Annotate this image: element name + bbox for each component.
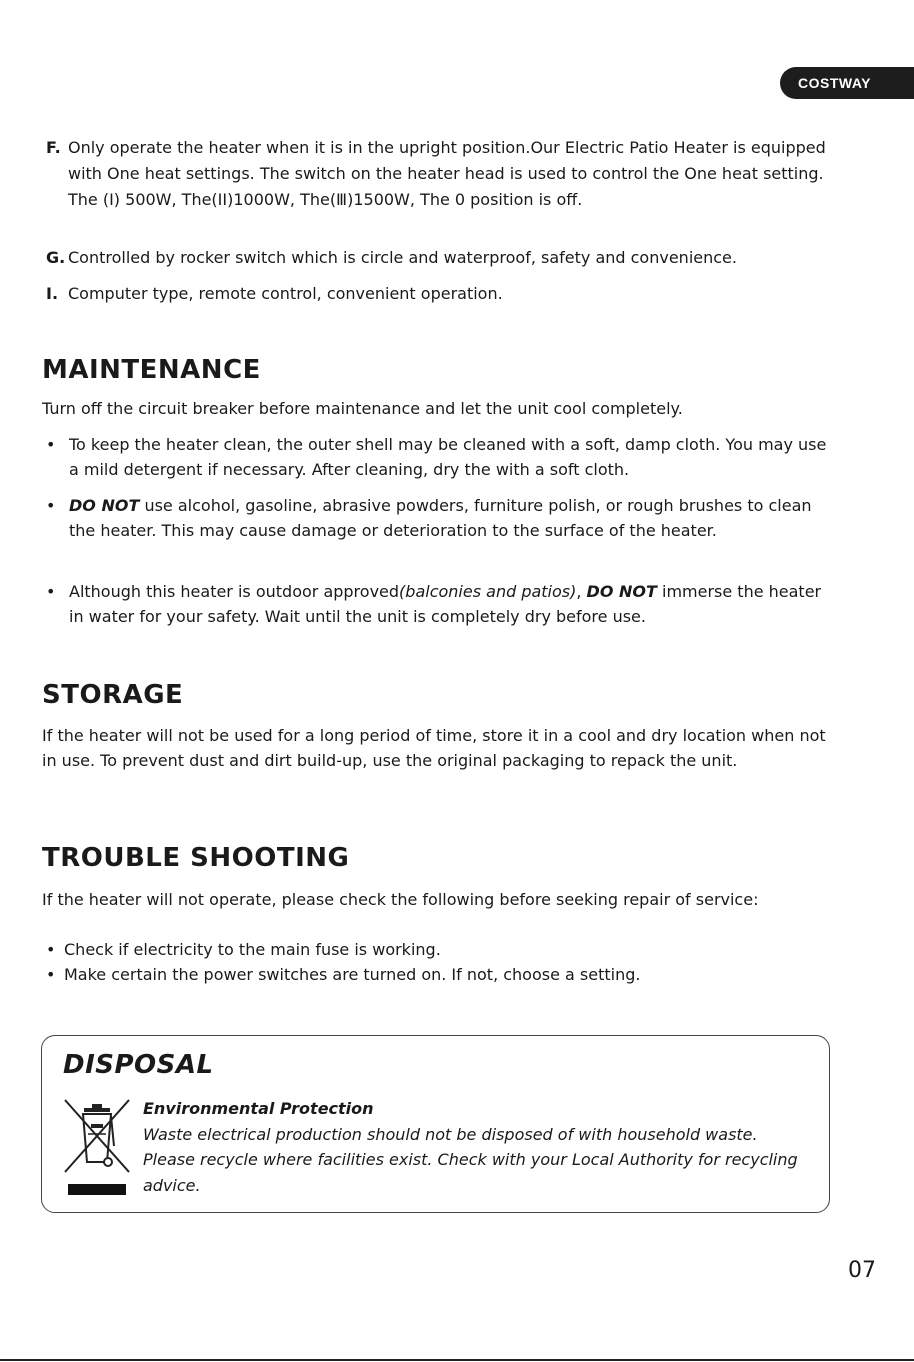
troubleshooting-heading: TROUBLE SHOOTING	[42, 843, 350, 873]
feature-letter: F.	[46, 138, 61, 157]
maintenance-bullet	[42, 579, 832, 629]
bullet-text	[69, 493, 832, 543]
troubleshooting-intro: If the heater will not operate, please check the following before seeking repair of service:	[42, 890, 759, 909]
feature-item-g	[42, 245, 842, 271]
bullet-text-a: Although this heater is outdoor approved	[69, 582, 400, 601]
feature-text: Controlled by rocker switch which is circle and waterproof, safety and convenience.	[68, 248, 737, 267]
brand-badge: COSTWAY	[780, 67, 914, 99]
bullet-dot: •	[46, 965, 56, 984]
bullet-dot: •	[46, 582, 56, 601]
troubleshooting-item	[42, 937, 832, 962]
feature-text: Only operate the heater when it is in the upright position.Our Electric Patio Heater is equipped with One heat settings. The switch on the heater head is used to control the One heat setting. The (I) 500W, The(II)1000W, The(Ⅲ)1500W, The 0 position is off.	[68, 138, 826, 209]
bullet-text	[69, 579, 832, 629]
feature-letter: G.	[46, 248, 66, 267]
bullet-dot: •	[46, 496, 56, 515]
disposal-box	[41, 1035, 830, 1213]
bullet-text: Check if electricity to the main fuse is working.	[64, 940, 441, 959]
bullet-text: Make certain the power switches are turned on. If not, choose a setting.	[64, 965, 641, 984]
disposal-text-block	[143, 1096, 803, 1198]
maintenance-intro: Turn off the circuit breaker before maintenance and let the unit cool completely.	[42, 399, 683, 418]
bullet-dot: •	[46, 940, 56, 959]
feature-text: Computer type, remote control, convenient operation.	[68, 284, 503, 303]
page-number: 07	[848, 1258, 876, 1283]
warning-emphasis: DO NOT	[69, 496, 140, 515]
maintenance-bullet	[42, 493, 832, 543]
weee-crossed-bin-icon	[62, 1096, 132, 1198]
feature-item-f	[42, 135, 842, 213]
bullet-italic: (balconies and patios)	[399, 582, 577, 601]
feature-letter: I.	[46, 284, 59, 303]
disposal-body: Waste electrical production should not be disposed of with household waste. Please recycle where facilities exist. Check with your Local Authority for recycling advice.	[143, 1124, 798, 1195]
bullet-text: To keep the heater clean, the outer shell may be cleaned with a soft, damp cloth. You may use a mild detergent if necessary. After cleaning, dry the with a soft cloth.	[69, 435, 827, 479]
bottom-rule	[0, 1359, 914, 1361]
warning-emphasis: DO NOT	[586, 582, 657, 601]
maintenance-heading: MAINTENANCE	[42, 355, 261, 385]
troubleshooting-item	[42, 962, 832, 987]
bullet-text-rest: use alcohol, gasoline, abrasive powders, furniture polish, or rough brushes to clean the heater. This may cause damage or deterioration to the surface of the heater.	[69, 496, 812, 540]
disposal-heading: DISPOSAL	[63, 1050, 214, 1080]
maintenance-bullet	[42, 432, 832, 482]
storage-heading: STORAGE	[42, 680, 184, 710]
feature-item-i	[42, 281, 842, 307]
bullet-text-rest: immerse the heater in water for your safety. Wait until the unit is completely dry before use.	[69, 582, 822, 626]
bullet-dot: •	[46, 435, 56, 454]
disposal-subheading: Environmental Protection	[143, 1099, 374, 1118]
bullet-comma: ,	[576, 582, 587, 601]
storage-text: If the heater will not be used for a long period of time, store it in a cool and dry location when not in use. To prevent dust and dirt build-up, use the original packaging to repack the unit.	[42, 726, 826, 770]
